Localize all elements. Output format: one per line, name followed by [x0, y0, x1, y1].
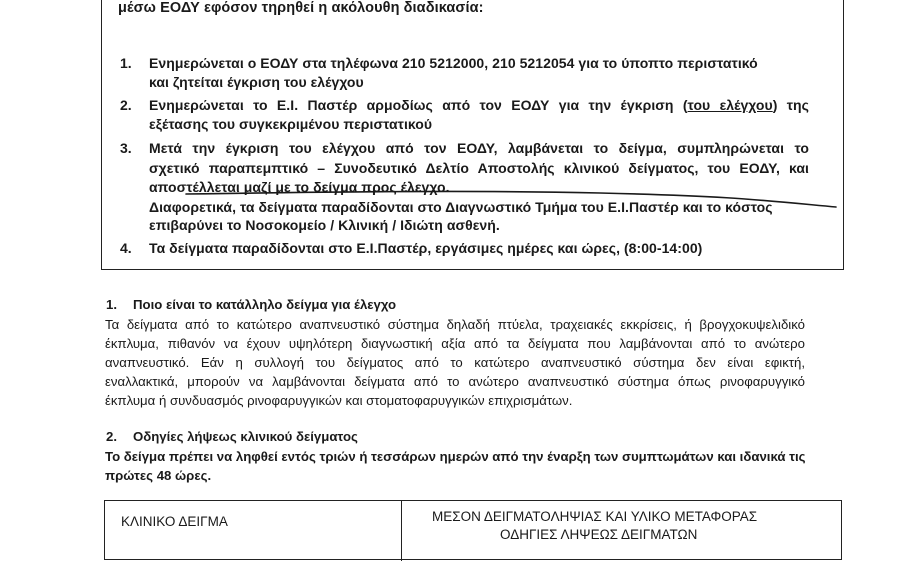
body-text-line: αναπνευστικό. Εάν η συλλογή του δείγματος από το κατώτερο αναπνευστικό σύστημα δεν είναι εφικτή,	[105, 355, 805, 370]
body-text-line: εναλλακτικά, μπορούν να λαμβάνονται δείγματα από το ανώτερο αναπνευστικό σύστημα όπως ρινοφαρυγγικό	[105, 374, 805, 389]
body-text-line: πρώτες 48 ώρες.	[105, 468, 212, 483]
step-number: 2.	[120, 97, 132, 113]
note-text-line: επιβαρύνει το Νοσοκομείο / Κλινική / Ιδιώτη ασθενή.	[149, 217, 500, 233]
note-text-line: Διαφορετικά, τα δείγματα παραδίδονται στο Διαγνωστικό Τμήμα του Ε.Ι.Παστέρ και το κόστος	[149, 199, 773, 215]
body-text-line: Το δείγμα πρέπει να ληφθεί εντός τριών ή τεσσάρων ημερών από την έναρξη των συμπτωμάτων και ιδανικά τις	[105, 449, 806, 464]
table-header-sampling-medium: ΜΕΣΟΝ ΔΕΙΓΜΑΤΟΛΗΨΙΑΣ ΚΑΙ ΥΛΙΚΟ ΜΕΤΑΦΟΡΑΣ	[432, 509, 758, 524]
table-column-divider	[401, 501, 402, 561]
step-text-line: Τα δείγματα παραδίδονται στο Ε.Ι.Παστέρ, εργάσιμες ημέρες και ώρες, (8:00-14:00)	[149, 240, 703, 256]
body-text-line: έκπλυμα ή συνδυασμός ρινοφαρυγγικών και στοματοφαρυγγικών επιχρισμάτων.	[105, 393, 573, 408]
step-text-line: σχετικό παραπεμπτικό – Συνοδευτικό Δελτίο Αποστολής κλινικού δείγματος, του ΕΟΔΥ, και	[149, 160, 809, 176]
step-text-part: ) της	[772, 97, 809, 113]
step-text-line: Ενημερώνεται ο ΕΟΔΥ στα τηλέφωνα 210 5212000, 210 5212054 για το ύποπτο περιστατικό	[149, 55, 758, 71]
step-text-line: αποστέλλεται μαζί με το δείγμα προς έλεγχο.	[149, 179, 450, 195]
step-text-line: εξέτασης του συγκεκριμένου περιστατικού	[149, 116, 433, 132]
section-title-text: Οδηγίες λήψεως κλινικού δείγματος	[133, 429, 358, 444]
table-header-clinical-sample: ΚΛΙΝΙΚΟ ΔΕΙΓΜΑ	[121, 514, 228, 529]
step-number: 4.	[120, 240, 132, 256]
step-text-line	[149, 97, 809, 113]
section-number: 2.	[106, 429, 117, 444]
step-text-part: Ενημερώνεται το Ε.Ι. Παστέρ αρμοδίως από τον ΕΟΔΥ για την έγκριση (	[149, 97, 688, 113]
section-title	[106, 297, 396, 312]
step-text-line: και ζητείται έγκριση του ελέγχου	[149, 74, 364, 90]
body-text-line: Τα δείγματα από το κατώτερο αναπνευστικό σύστημα δηλαδή πτύελα, τραχειακές εκκρίσεις, ή βρογχοκυψελιδικό	[105, 317, 805, 332]
section-title	[106, 429, 358, 444]
section-number: 1.	[106, 297, 117, 312]
body-text-line: έκπλυμα, πιθανόν να έχουν υψηλότερη διαγνωστική αξία από τα δείγματα που λαμβάνονται από το ανώτερο	[105, 336, 805, 351]
step-number: 3.	[120, 140, 132, 156]
underlined-text: του ελέγχου	[687, 97, 773, 113]
procedure-intro: μέσω ΕΟΔΥ εφόσον τηρηθεί η ακόλουθη διαδικασία:	[118, 0, 484, 16]
step-number: 1.	[120, 55, 132, 71]
table-header-sampling-instructions: ΟΔΗΓΙΕΣ ΛΗΨΕΩΣ ΔΕΙΓΜΑΤΩΝ	[500, 527, 698, 542]
step-text-line: Μετά την έγκριση του ελέγχου από τον ΕΟΔΥ, λαμβάνεται το δείγμα, συμπληρώνεται το	[149, 140, 809, 156]
section-title-text: Ποιο είναι το κατάλληλο δείγμα για έλεγχο	[133, 297, 397, 312]
